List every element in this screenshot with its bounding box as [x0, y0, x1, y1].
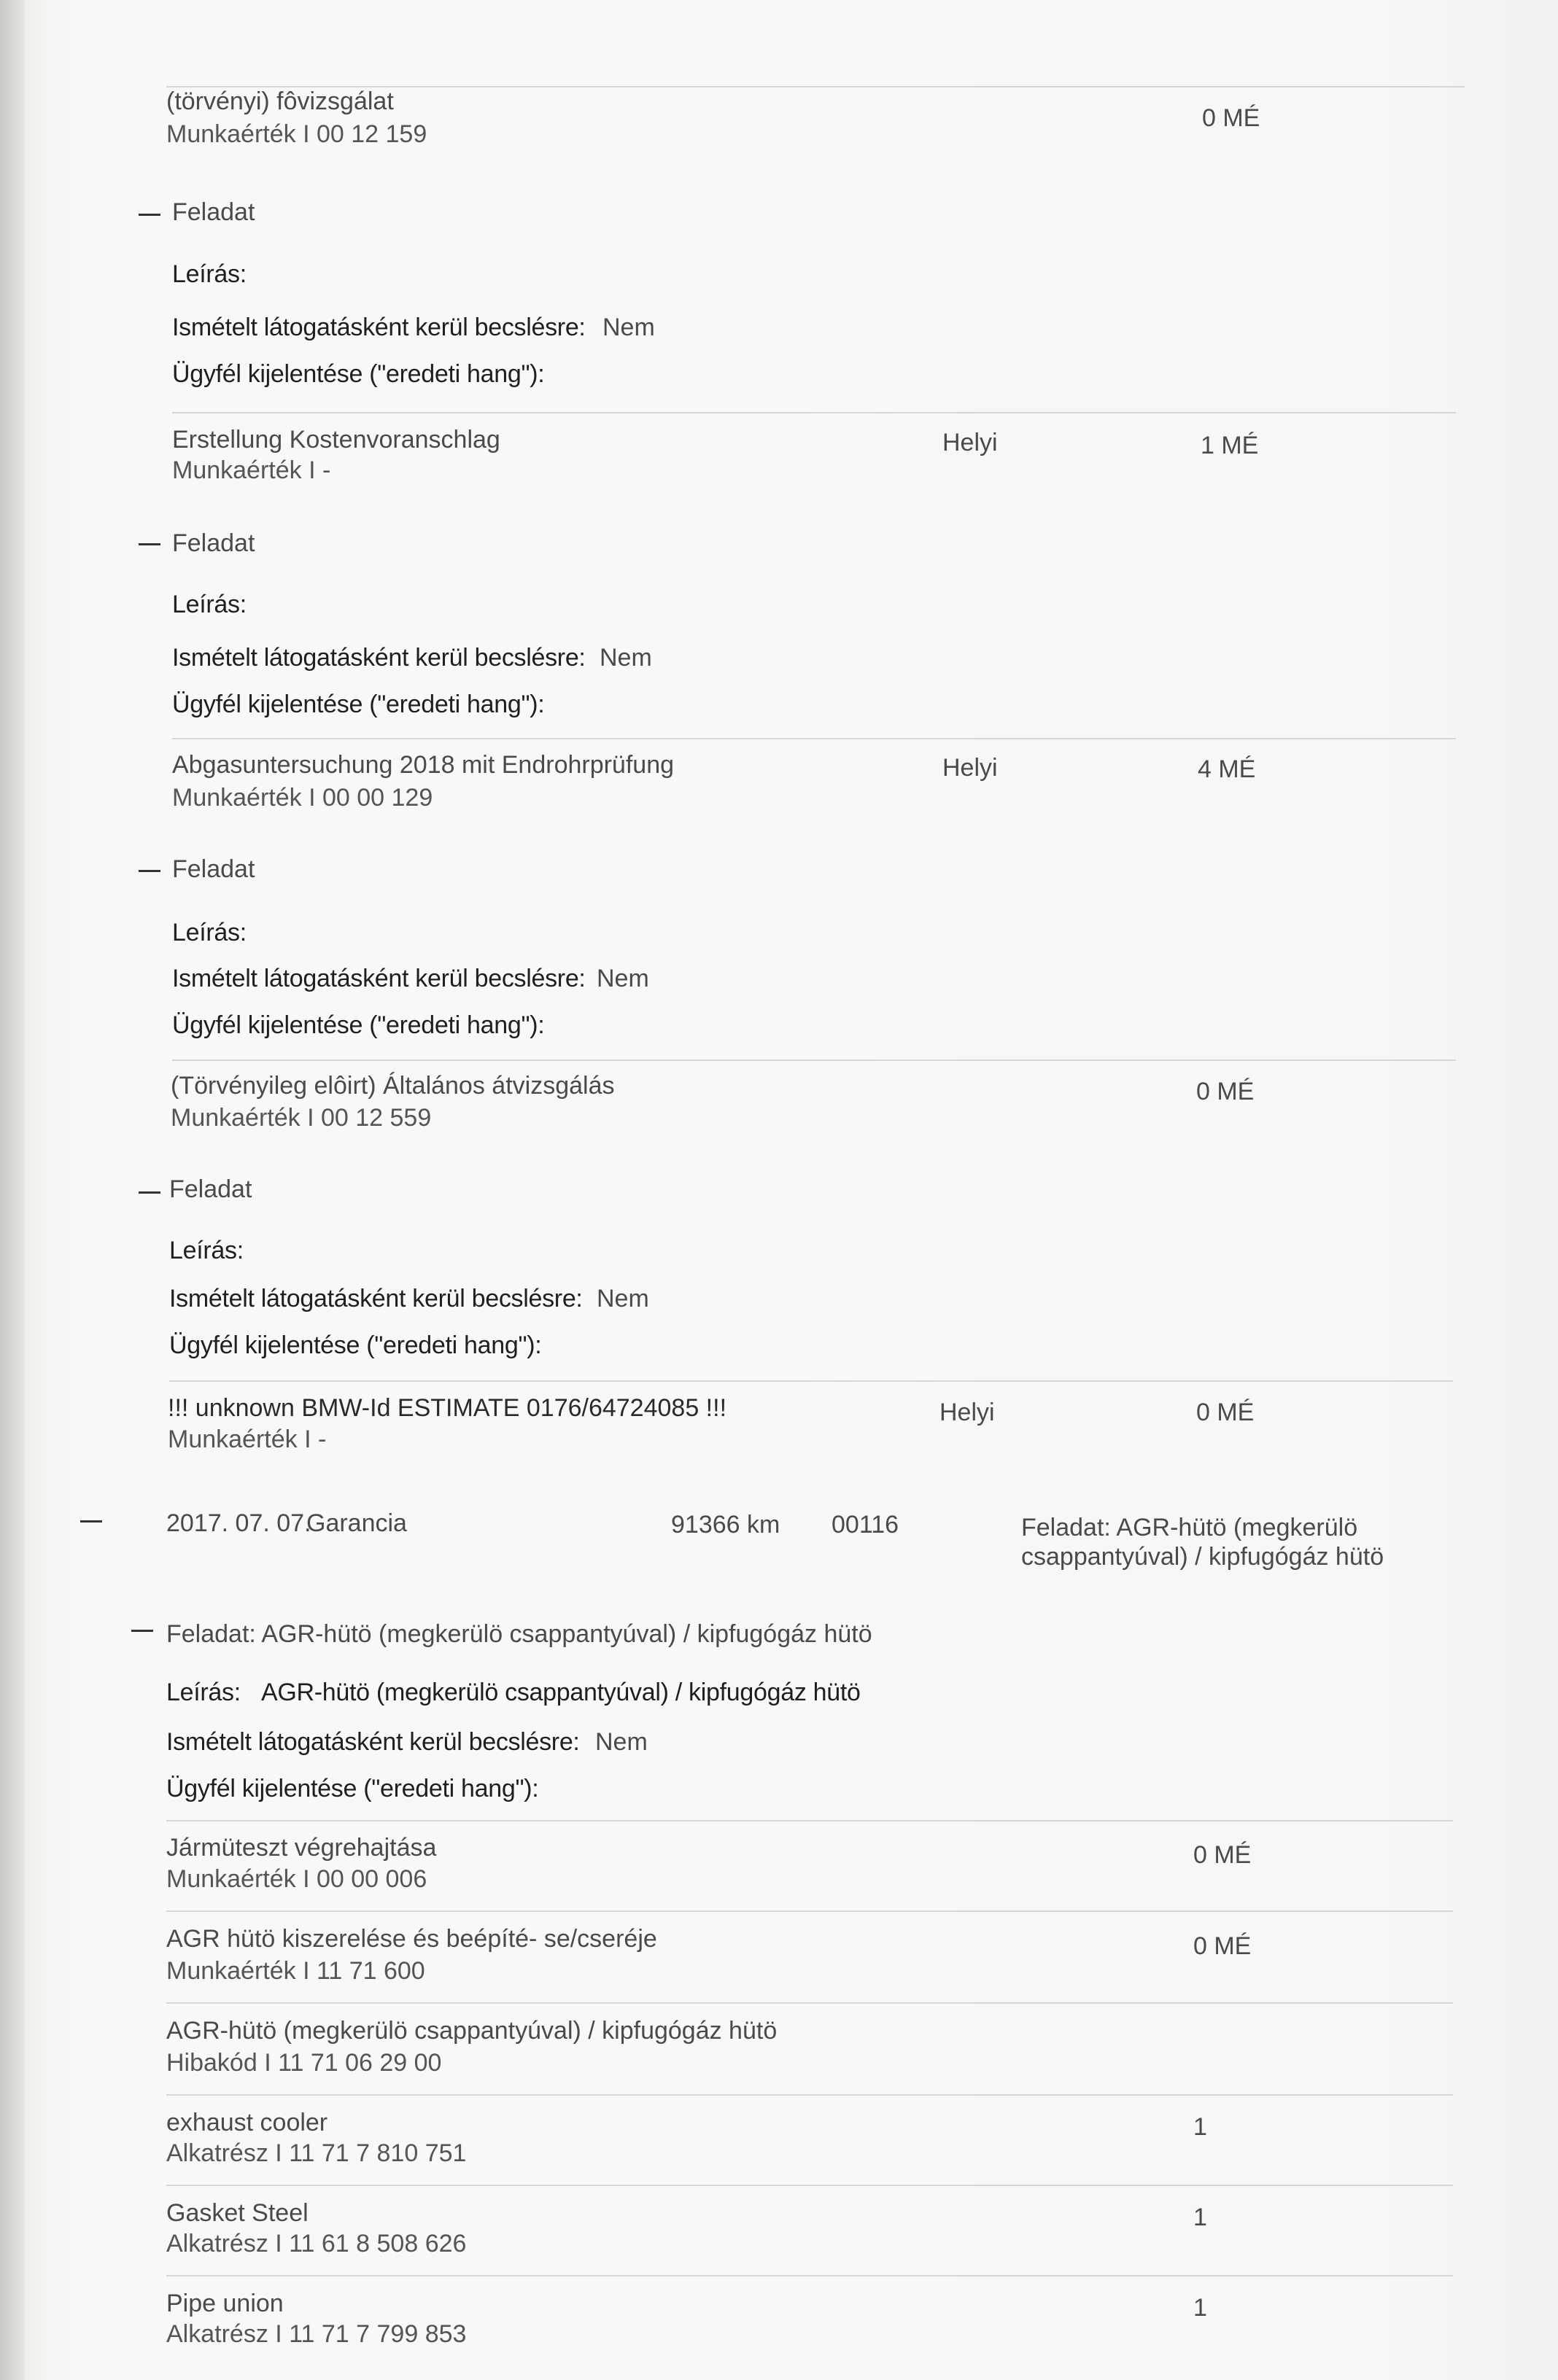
- dash-marker: [131, 1630, 153, 1632]
- item-amount: 0 MÉ: [1196, 1399, 1255, 1426]
- item-code: Munkaérték I 00 12 159: [166, 120, 427, 148]
- repeat-label: Ismételt látogatásként kerül becslésre:: [172, 644, 586, 672]
- repeat-label: Ismételt látogatásként kerül becslésre:: [172, 965, 586, 992]
- item-code: Hibakód I 11 71 06 29 00: [166, 2049, 442, 2077]
- desc-label: Leírás:: [169, 1237, 244, 1264]
- item-value: 0 MÉ: [1193, 1841, 1252, 1869]
- item-amount: 1 MÉ: [1201, 432, 1259, 459]
- visit-date: 2017. 07. 07.: [166, 1509, 311, 1537]
- item-amount: 4 MÉ: [1198, 755, 1256, 783]
- divider: [166, 1910, 1453, 1912]
- repeat-label: Ismételt látogatásként kerül becslésre:: [172, 314, 586, 341]
- item-value: 0 MÉ: [1193, 1932, 1252, 1960]
- repeat-value: Nem: [597, 965, 649, 992]
- visit-km: 91366 km: [671, 1511, 780, 1539]
- dash-marker: [80, 1520, 102, 1522]
- desc-label: Leírás:: [166, 1679, 241, 1706]
- item-title: Erstellung Kostenvoranschlag: [172, 426, 500, 454]
- divider: [166, 2094, 1453, 2096]
- item-amount: 0 MÉ: [1202, 104, 1260, 132]
- divider: [166, 2002, 1453, 2004]
- item-code: Munkaérték I 11 71 600: [166, 1957, 425, 1985]
- item-title: (törvényi) fôvizsgálat: [166, 88, 394, 115]
- task-label: Feladat: AGR-hütö (megkerülö csappantyúval) / kipfugógáz hütö: [166, 1620, 872, 1648]
- desc-label: Leírás:: [172, 919, 247, 946]
- desc-value: AGR-hütö (megkerülö csappantyúval) / kipfugógáz hütö: [261, 1679, 861, 1706]
- visit-type: Garancia: [306, 1509, 407, 1537]
- item-code: Alkatrész I 11 71 7 799 853: [166, 2320, 467, 2348]
- item-code: Alkatrész I 11 71 7 810 751: [166, 2139, 467, 2167]
- visit-task-summary-line2: csappantyúval) / kipfugógáz hütö: [1021, 1543, 1384, 1571]
- item-code: Munkaérték I -: [172, 456, 331, 484]
- item-location: Helyi: [939, 1399, 995, 1426]
- item-code: Munkaérték I 00 12 559: [171, 1104, 432, 1132]
- item-name: Jármüteszt végrehajtása: [166, 1834, 437, 1862]
- repeat-label: Ismételt látogatásként kerül becslésre:: [169, 1285, 583, 1312]
- customer-label: Ügyfél kijelentése ("eredeti hang"):: [172, 691, 545, 718]
- repeat-value: Nem: [602, 314, 655, 341]
- item-location: Helyi: [942, 754, 998, 782]
- item-value: 1: [1193, 2113, 1207, 2141]
- customer-label: Ügyfél kijelentése ("eredeti hang"):: [169, 1331, 542, 1359]
- task-label: Feladat: [172, 529, 255, 557]
- item-code: Munkaérték I 00 00 006: [166, 1865, 427, 1893]
- item-location: Helyi: [942, 429, 998, 456]
- repeat-value: Nem: [600, 644, 652, 672]
- divider: [166, 1820, 1453, 1821]
- customer-label: Ügyfél kijelentése ("eredeti hang"):: [166, 1775, 539, 1802]
- repeat-value: Nem: [595, 1728, 648, 1756]
- customer-label: Ügyfél kijelentése ("eredeti hang"):: [172, 1011, 545, 1039]
- dash-marker: [139, 1191, 160, 1194]
- task-label: Feladat: [169, 1175, 252, 1203]
- item-name: Gasket Steel: [166, 2199, 309, 2227]
- divider: [166, 2275, 1453, 2276]
- repeat-label: Ismételt látogatásként kerül becslésre:: [166, 1728, 580, 1756]
- divider: [172, 738, 1456, 739]
- visit-number: 00116: [832, 1511, 899, 1539]
- task-label: Feladat: [172, 855, 255, 883]
- customer-label: Ügyfél kijelentése ("eredeti hang"):: [172, 360, 545, 388]
- item-name: AGR-hütö (megkerülö csappantyúval) / kipfugógáz hütö: [166, 2017, 778, 2045]
- divider: [172, 412, 1456, 413]
- item-title: Abgasuntersuchung 2018 mit Endrohrprüfung: [172, 751, 675, 779]
- desc-label: Leírás:: [172, 591, 247, 618]
- divider: [166, 2185, 1453, 2186]
- item-code: Alkatrész I 11 61 8 508 626: [166, 2230, 467, 2258]
- divider: [172, 1059, 1456, 1061]
- item-value: 1: [1193, 2204, 1207, 2231]
- item-title: (Törvényileg elôirt) Általános átvizsgálás: [171, 1072, 615, 1100]
- dash-marker: [139, 214, 160, 216]
- item-code: Munkaérték I 00 00 129: [172, 784, 433, 812]
- dash-marker: [139, 543, 160, 545]
- divider: [169, 1380, 1453, 1382]
- item-name: Pipe union: [166, 2290, 284, 2317]
- item-code: Munkaérték I -: [168, 1426, 327, 1453]
- item-amount: 0 MÉ: [1196, 1078, 1255, 1105]
- item-name: AGR hütö kiszerelése és beépíté- se/cseréje: [166, 1925, 657, 1953]
- page-binding-shadow: [0, 0, 25, 2380]
- item-name: exhaust cooler: [166, 2109, 328, 2136]
- task-label: Feladat: [172, 198, 255, 226]
- repeat-value: Nem: [597, 1285, 649, 1312]
- desc-label: Leírás:: [172, 260, 247, 288]
- dash-marker: [139, 870, 160, 872]
- item-title: !!! unknown BMW-Id ESTIMATE 0176/64724085 !!!: [168, 1394, 727, 1422]
- item-value: 1: [1193, 2294, 1207, 2322]
- visit-task-summary-line1: Feladat: AGR-hütö (megkerülö: [1021, 1514, 1358, 1541]
